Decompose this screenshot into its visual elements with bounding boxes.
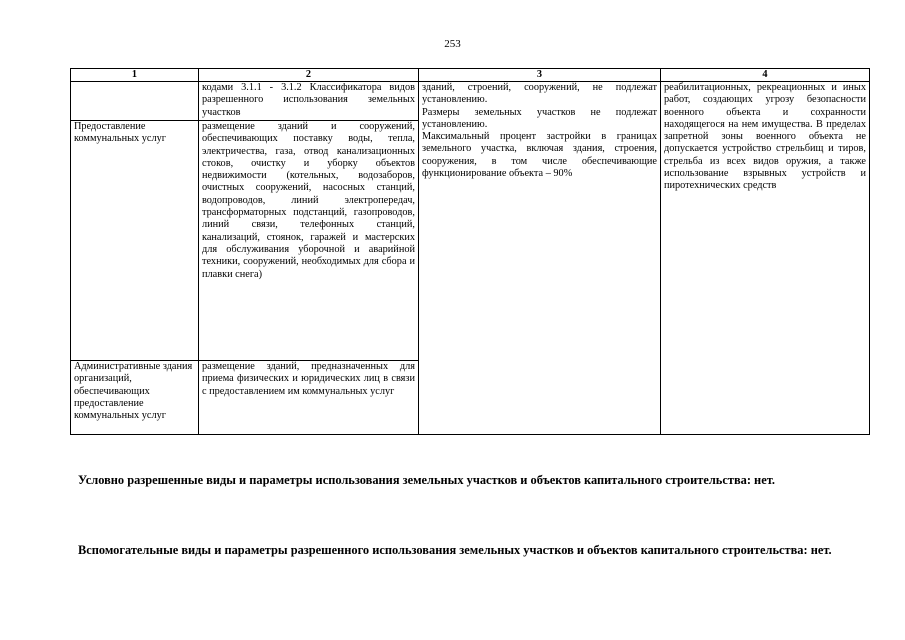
parameter-text: зданий, строений, сооружений, не подлежат установлению. — [422, 82, 657, 106]
conditional-use-paragraph: Условно разрешенные виды и параметры использования земельных участков и объектов капитального строительства: нет. — [78, 473, 775, 487]
parameter-text: Размеры земельных участков не подлежат установлению. — [422, 106, 657, 130]
column-header: 1 — [71, 69, 199, 82]
zoning-table — [70, 68, 870, 435]
column-header: 4 — [661, 69, 870, 82]
table-cell-restrictions: реабилитационных, рекреационных и иных работ, создающих угрозу безопасности военного объекта и сохранности находящегося на нем имущества. В пределах запретной зоны военного объекта не допускается устройство стрельбищ и тиров, стрельба из всех видов оружия, а также использование взрывных устройств и пиротехнических средств — [661, 82, 870, 435]
table-cell-parameters — [419, 82, 661, 435]
table-cell-use-type: Предоставление коммунальных услуг — [71, 121, 199, 361]
table-row — [71, 82, 870, 121]
table-cell-description: размещение зданий, предназначенных для приема физических и юридических лиц в связи с предоставлением им коммунальных услуг — [199, 361, 419, 435]
table-header-row — [71, 69, 870, 82]
auxiliary-use-paragraph: Вспомогательные виды и параметры разрешенного использования земельных участков и объектов капитального строительства: нет. — [78, 543, 832, 557]
table-cell-use-type: Административные здания организаций, обеспечивающих предоставление коммунальных услуг — [71, 361, 199, 435]
table-cell-description: размещение зданий и сооружений, обеспечивающих поставку воды, тепла, электричества, газа, отвод канализационных стоков, очистку и уборку объектов недвижимости (котельных, водозаборов, очистных сооружений, насосных станций, водопроводов, линий электропередач, трансформаторных подстанций, газопроводов, линий связи, телефонных станций, канализаций, стоянок, гаражей и мастерских для обслуживания уборочной и аварийной техники, сооружений, необходимых для сбора и плавки снега) — [199, 121, 419, 361]
table-cell-description: кодами 3.1.1 - 3.1.2 Классификатора видов разрешенного использования земельных участков — [199, 82, 419, 121]
page-number: 253 — [444, 38, 461, 50]
column-header: 3 — [419, 69, 661, 82]
parameter-text: Максимальный процент застройки в границах земельного участка, включая здания, строения, сооружения, в том числе обеспечивающие функционирование объекта – 90% — [422, 131, 657, 180]
table-cell-use-type — [71, 82, 199, 121]
column-header: 2 — [199, 69, 419, 82]
